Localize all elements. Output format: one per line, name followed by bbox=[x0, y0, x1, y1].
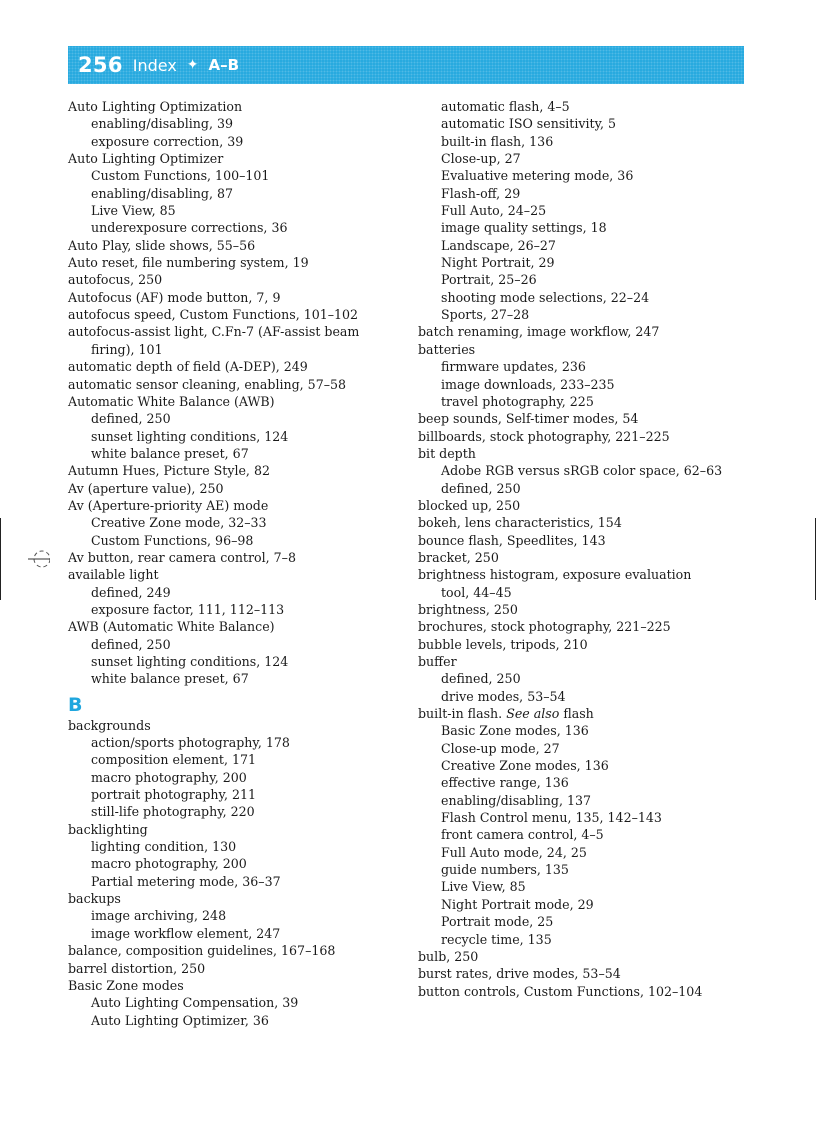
index-subentry: Sports, 27–28 bbox=[441, 307, 530, 323]
index-entry: built-in flash. See also flash bbox=[418, 706, 594, 722]
index-subentry: defined, 250 bbox=[91, 411, 171, 427]
index-entry: Av (aperture value), 250 bbox=[68, 480, 224, 496]
index-entry: batch renaming, image workflow, 247 bbox=[418, 324, 660, 340]
index-entry: burst rates, drive modes, 53–54 bbox=[418, 966, 621, 982]
section-title: Index bbox=[132, 55, 177, 75]
index-entry: bulb, 250 bbox=[418, 948, 479, 964]
index-entry: buffer bbox=[418, 654, 457, 669]
index-entry: Auto Lighting Optimization bbox=[68, 99, 243, 114]
index-entry: backlighting bbox=[68, 821, 148, 837]
index-subentry: Flash Control menu, 135, 142–143 bbox=[441, 810, 662, 826]
index-subentry: shooting mode selections, 22–24 bbox=[441, 289, 650, 305]
index-subentry: travel photography, 225 bbox=[441, 393, 594, 409]
registration-mark-icon bbox=[28, 548, 50, 570]
index-subentry: underexposure corrections, 36 bbox=[91, 220, 288, 236]
index-subentry: Basic Zone modes, 136 bbox=[441, 723, 589, 739]
index-entry: backgrounds bbox=[68, 717, 151, 733]
index-entry: Autofocus (AF) mode button, 7, 9 bbox=[68, 289, 281, 305]
index-subentry: guide numbers, 135 bbox=[441, 862, 569, 878]
index-subentry: Landscape, 26–27 bbox=[441, 237, 556, 253]
index-subentry: Night Portrait mode, 29 bbox=[441, 896, 594, 912]
index-entry: bubble levels, tripods, 210 bbox=[418, 636, 588, 652]
index-subentry: macro photography, 200 bbox=[91, 856, 247, 872]
index-subentry: tool, 44–45 bbox=[441, 584, 512, 600]
index-entry: batteries bbox=[418, 341, 476, 357]
index-subentry: image workflow element, 247 bbox=[91, 925, 281, 941]
crop-mark-left bbox=[0, 518, 1, 600]
index-subentry: image quality settings, 18 bbox=[441, 220, 607, 236]
index-subentry: Close-up, 27 bbox=[441, 151, 521, 167]
index-entry: Automatic White Balance (AWB) bbox=[68, 393, 275, 409]
index-entry: bracket, 250 bbox=[418, 549, 499, 565]
index-subentry: image downloads, 233–235 bbox=[441, 376, 615, 392]
index-subentry: enabling/disabling, 39 bbox=[91, 116, 233, 132]
index-entry: brightness, 250 bbox=[418, 601, 518, 617]
index-subentry: enabling/disabling, 87 bbox=[91, 185, 233, 201]
index-subentry: Flash-off, 29 bbox=[441, 185, 521, 201]
index-subentry: image archiving, 248 bbox=[91, 908, 227, 924]
index-subentry: still-life photography, 220 bbox=[91, 804, 255, 820]
page-number: 256 bbox=[78, 53, 123, 77]
index-subentry: exposure factor, 111, 112–113 bbox=[91, 601, 285, 617]
index-subentry: Partial metering mode, 36–37 bbox=[91, 873, 281, 889]
index-entry: available light bbox=[68, 567, 159, 583]
index-subentry: defined, 250 bbox=[441, 671, 521, 687]
index-subentry: white balance preset, 67 bbox=[91, 445, 249, 461]
index-subentry: defined, 249 bbox=[91, 584, 171, 600]
index-subentry: Auto Lighting Optimizer, 36 bbox=[91, 1012, 269, 1028]
index-column-left bbox=[68, 98, 408, 1029]
index-range: A–B bbox=[208, 56, 240, 74]
index-entry: Av (Aperture-priority AE) mode bbox=[68, 497, 269, 513]
index-subentry: macro photography, 200 bbox=[91, 769, 247, 785]
index-subentry: firmware updates, 236 bbox=[441, 359, 586, 375]
index-entry: billboards, stock photography, 221–225 bbox=[418, 428, 670, 444]
index-subentry: Creative Zone mode, 32–33 bbox=[91, 515, 267, 531]
index-subentry: defined, 250 bbox=[91, 636, 171, 652]
index-subentry: automatic ISO sensitivity, 5 bbox=[441, 116, 617, 132]
index-subentry: front camera control, 4–5 bbox=[441, 827, 604, 843]
index-entry: bit depth bbox=[418, 445, 476, 461]
index-subentry: Night Portrait, 29 bbox=[441, 255, 555, 271]
index-column-right bbox=[418, 98, 758, 1000]
index-subentry: exposure correction, 39 bbox=[91, 133, 244, 149]
index-subentry: sunset lighting conditions, 124 bbox=[91, 654, 289, 669]
index-entry: autofocus, 250 bbox=[68, 272, 163, 288]
index-subentry: effective range, 136 bbox=[441, 775, 569, 791]
index-subentry: Live View, 85 bbox=[91, 203, 176, 219]
index-subentry: defined, 250 bbox=[441, 480, 521, 496]
index-entry: bokeh, lens characteristics, 154 bbox=[418, 515, 622, 531]
index-entry: Auto reset, file numbering system, 19 bbox=[68, 255, 309, 271]
index-subentry: built-in flash, 136 bbox=[441, 133, 554, 149]
index-subentry: Portrait, 25–26 bbox=[441, 272, 537, 288]
index-subentry: action/sports photography, 178 bbox=[91, 735, 290, 751]
index-letter-heading: B bbox=[68, 693, 83, 716]
index-entry: backups bbox=[68, 891, 121, 907]
index-subentry: Close-up mode, 27 bbox=[441, 740, 560, 756]
index-entry: automatic depth of field (A-DEP), 249 bbox=[68, 359, 308, 375]
index-subentry: lighting condition, 130 bbox=[91, 839, 237, 855]
index-subentry: white balance preset, 67 bbox=[91, 671, 249, 687]
index-entry: Autumn Hues, Picture Style, 82 bbox=[68, 463, 270, 479]
index-subentry: Auto Lighting Compensation, 39 bbox=[91, 995, 299, 1011]
index-subentry: composition element, 171 bbox=[91, 752, 257, 768]
index-subentry: Adobe RGB versus sRGB color space, 62–63 bbox=[441, 463, 723, 479]
index-entry: Basic Zone modes bbox=[68, 977, 184, 993]
index-subentry: firing), 101 bbox=[91, 341, 163, 357]
index-subentry: drive modes, 53–54 bbox=[441, 688, 566, 704]
index-subentry: Portrait mode, 25 bbox=[441, 914, 554, 930]
index-entry: brochures, stock photography, 221–225 bbox=[418, 619, 671, 635]
index-subentry: Custom Functions, 96–98 bbox=[91, 532, 254, 548]
index-entry: balance, composition guidelines, 167–168 bbox=[68, 943, 336, 959]
index-subentry: Full Auto mode, 24, 25 bbox=[441, 844, 587, 860]
index-subentry: portrait photography, 211 bbox=[91, 787, 256, 803]
index-subentry: Creative Zone modes, 136 bbox=[441, 758, 609, 774]
index-subentry: Custom Functions, 100–101 bbox=[91, 168, 270, 184]
index-entry: Auto Play, slide shows, 55–56 bbox=[68, 237, 256, 253]
diamond-separator-icon: ✦ bbox=[186, 57, 199, 73]
index-subentry: recycle time, 135 bbox=[441, 931, 552, 947]
index-subentry: automatic flash, 4–5 bbox=[441, 99, 570, 114]
index-subentry: Evaluative metering mode, 36 bbox=[441, 168, 634, 184]
index-entry: beep sounds, Self-timer modes, 54 bbox=[418, 411, 639, 427]
index-subentry: enabling/disabling, 137 bbox=[441, 792, 591, 808]
index-entry: autofocus speed, Custom Functions, 101–102 bbox=[68, 307, 359, 323]
index-entry: AWB (Automatic White Balance) bbox=[68, 619, 275, 635]
index-entry: brightness histogram, exposure evaluation bbox=[418, 567, 692, 583]
index-subentry: Full Auto, 24–25 bbox=[441, 203, 547, 219]
index-entry: button controls, Custom Functions, 102–104 bbox=[418, 983, 703, 999]
page-header bbox=[68, 46, 744, 84]
index-entry: blocked up, 250 bbox=[418, 497, 521, 513]
index-entry: barrel distortion, 250 bbox=[68, 960, 206, 976]
index-entry: Auto Lighting Optimizer bbox=[68, 151, 224, 167]
index-subentry: Live View, 85 bbox=[441, 879, 526, 895]
index-entry: automatic sensor cleaning, enabling, 57–58 bbox=[68, 376, 347, 392]
index-entry: Av button, rear camera control, 7–8 bbox=[68, 549, 296, 565]
index-subentry: sunset lighting conditions, 124 bbox=[91, 428, 289, 444]
index-entry: bounce flash, Speedlites, 143 bbox=[418, 532, 606, 548]
index-entry: autofocus-assist light, C.Fn-7 (AF-assist beam bbox=[68, 324, 360, 340]
